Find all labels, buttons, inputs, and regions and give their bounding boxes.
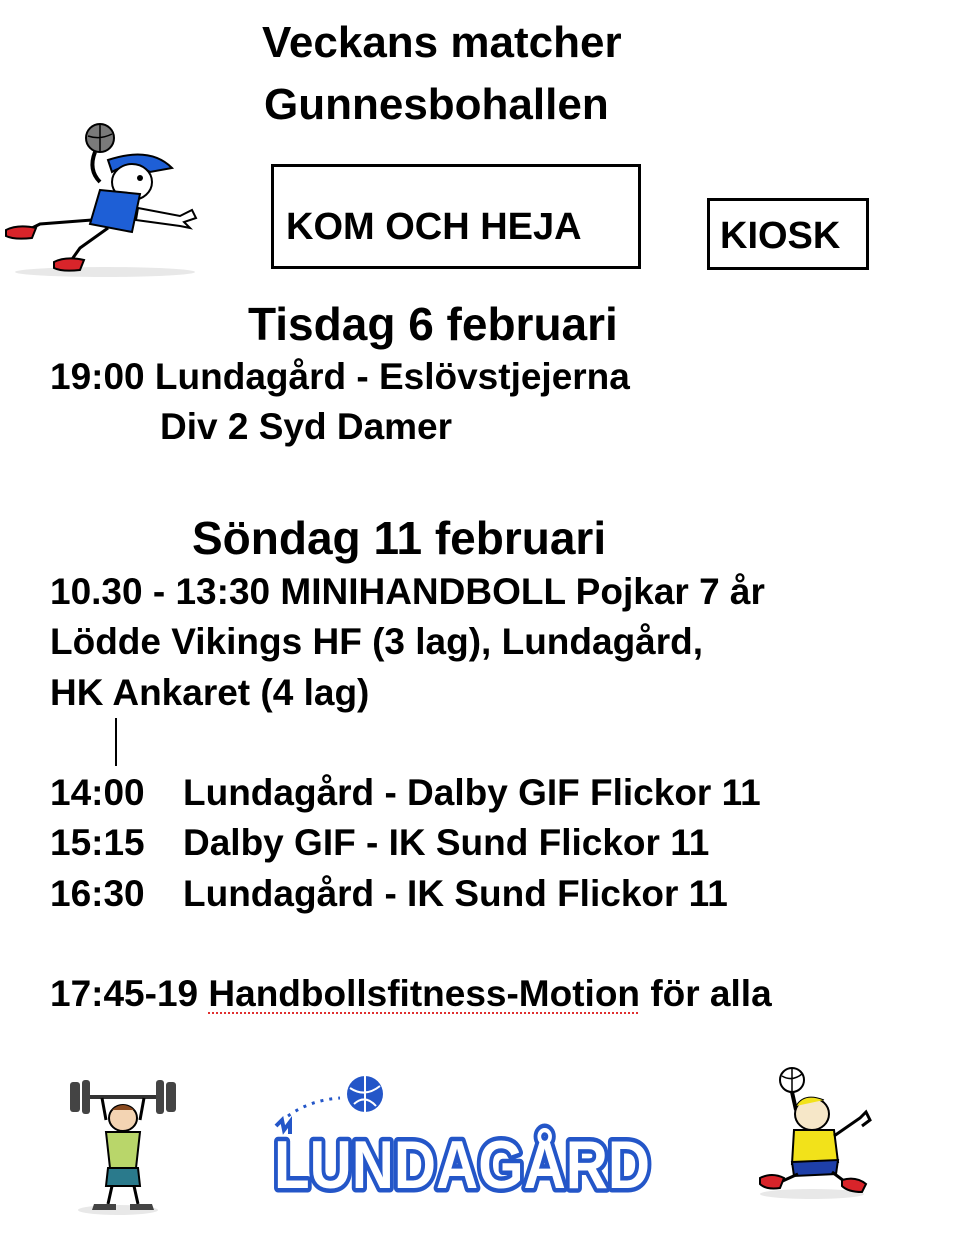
match-teams: Dalby GIF - IK Sund Flickor 11 bbox=[183, 822, 710, 863]
page-title: Veckans matcher bbox=[262, 18, 622, 67]
fitness-word: Handbollsfitness-Motion bbox=[208, 973, 641, 1014]
kiosk-box bbox=[707, 198, 869, 270]
match-row bbox=[50, 772, 761, 814]
weightlifter-cartoon-icon bbox=[68, 1078, 183, 1218]
tuesday-heading: Tisdag 6 februari bbox=[248, 298, 618, 350]
logo-text: LUNDAGÅRD bbox=[274, 1127, 650, 1203]
cheer-box bbox=[271, 164, 641, 269]
text-cursor bbox=[115, 718, 117, 766]
mini-line-3: HK Ankaret (4 lag) bbox=[50, 672, 370, 713]
match-teams: Lundagård - IK Sund Flickor 11 bbox=[183, 873, 728, 914]
fitness-rest: för alla bbox=[640, 973, 772, 1014]
fitness-line bbox=[50, 973, 772, 1015]
match-row bbox=[50, 822, 710, 864]
tuesday-line-2: Div 2 Syd Damer bbox=[160, 406, 453, 447]
cheer-label: KOM OCH HEJA bbox=[286, 206, 582, 248]
mini-line-1: 10.30 - 13:30 MINIHANDBOLL Pojkar 7 år bbox=[50, 571, 765, 612]
match-time: 15:15 bbox=[50, 822, 145, 863]
match-teams: Lundagård - Dalby GIF Flickor 11 bbox=[183, 772, 761, 813]
mini-line-2: Lödde Vikings HF (3 lag), Lundagård, bbox=[50, 621, 704, 662]
match-row bbox=[50, 873, 728, 915]
handball-player-cartoon-icon bbox=[0, 120, 210, 280]
fitness-time: 17:45-19 bbox=[50, 973, 209, 1014]
handball-goalie-cartoon-icon bbox=[752, 1066, 877, 1206]
match-time: 14:00 bbox=[50, 772, 145, 813]
lundagard-logo-icon bbox=[270, 1070, 660, 1203]
kiosk-label: KIOSK bbox=[720, 214, 841, 257]
match-time: 16:30 bbox=[50, 873, 145, 914]
venue-title: Gunnesbohallen bbox=[264, 80, 609, 129]
tuesday-line-1: 19:00 Lundagård - Eslövstjejerna bbox=[50, 356, 630, 397]
sunday-heading: Söndag 11 februari bbox=[192, 512, 607, 564]
